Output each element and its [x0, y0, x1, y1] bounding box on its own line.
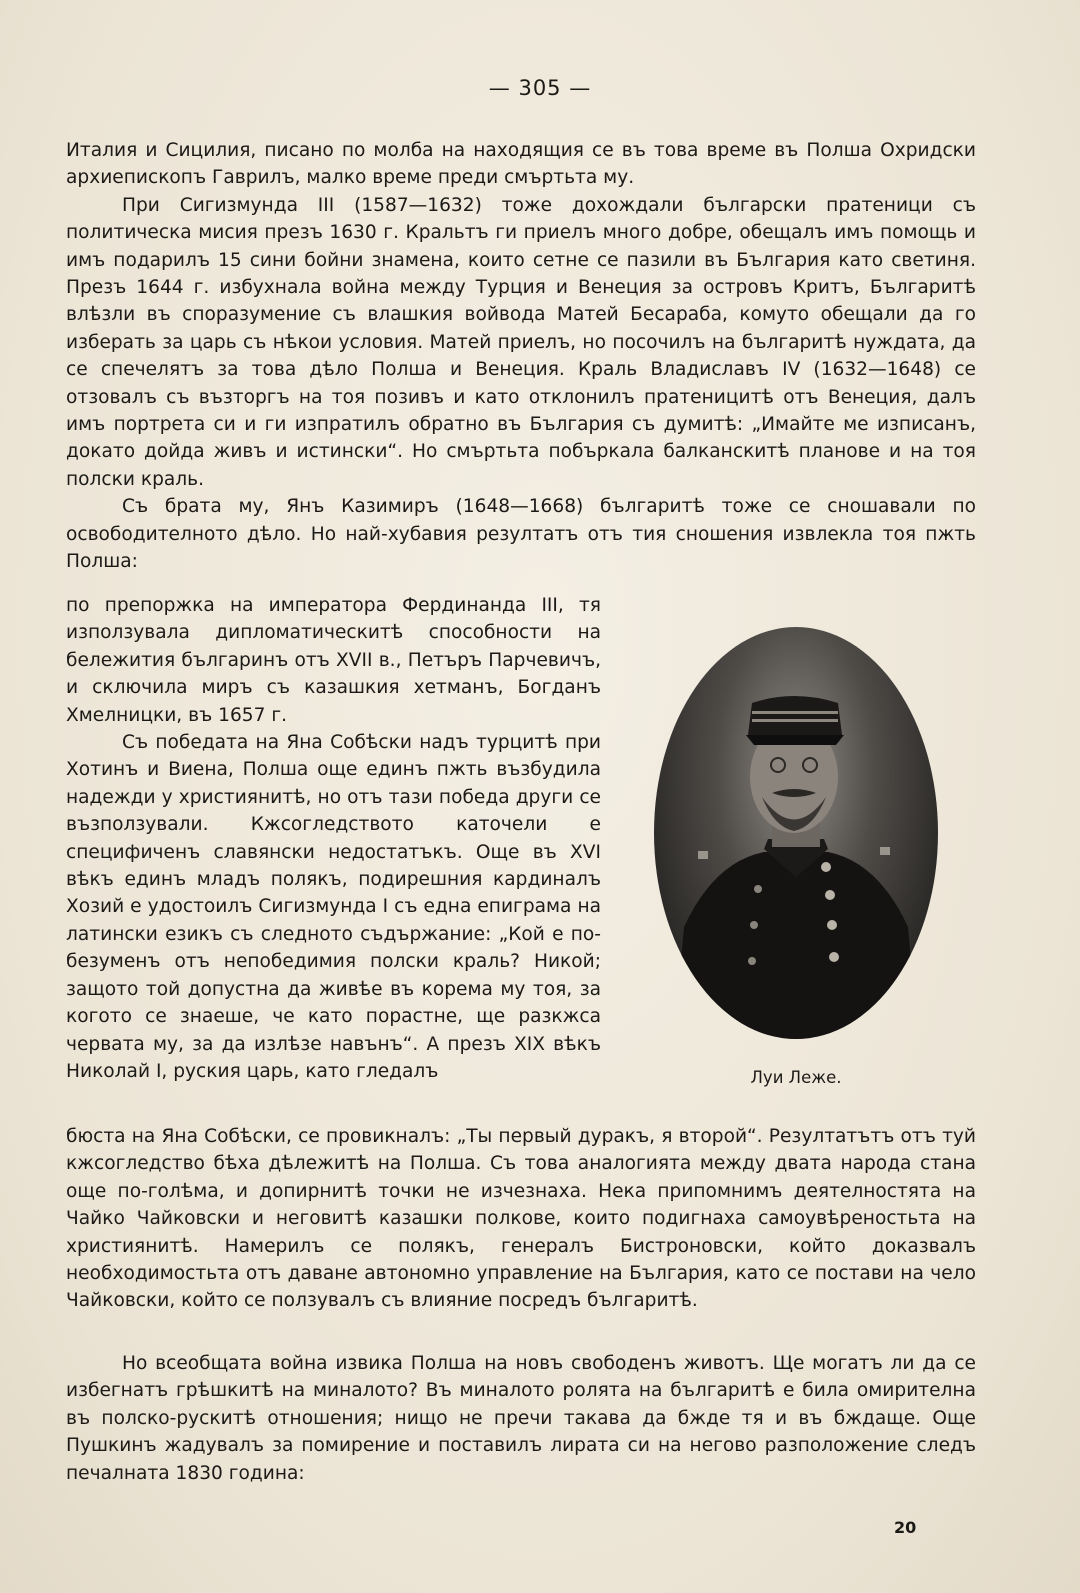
- portrait-illustration: [654, 627, 938, 1039]
- page-number: — 305 —: [488, 76, 592, 100]
- paragraph: бюста на Яна Собѣски, се провикналъ: „Ты первый дуракъ, я второй“. Резултатътъ отъ туй кжсогледство бѣха дѣлежитѣ на Полша. Съ това аналогията между двата народа стана още по-голѣма, и допирнитѣ точки не изчезнаха. Нека припомнимъ деятелностята на Чайко Чайковски и неговитѣ казашки полкове, които подигнаха самоувѣреностьта на християнитѣ. Намерилъ се полякъ, генералъ Бистроновски, който доказвалъ необходимостьта отъ даване автономно управление на България, като се постави на чело Чайковски, който се ползувалъ съ влияние посредъ българитѣ.: [66, 1126, 976, 1312]
- paragraph: Съ брата му, Янъ Казимиръ (1648—1668) българитѣ тоже се сношавали по освободителното дѣло. Но най-хубавия резултатъ отъ тия сношения извлекла тоя пжть Полша:: [66, 496, 976, 573]
- paragraph: Италия и Сицилия, писано по молба на находящия се въ това време въ Полша Охридски архиепископъ Гаврилъ, малко време преди смъртьта му.: [66, 140, 976, 189]
- paragraph: При Сигизмунда III (1587—1632) тоже дохождали български пратеници съ политическа мисия презъ 1630 г. Кральтъ ги приелъ много добре, обещалъ имъ помощь и имъ подарилъ 15 сини бойни знамена, които сетне се пазили въ България като светиня. Презъ 1644 г. избухнала война между Турция и Венеция за островъ Критъ, Българитѣ влѣзли въ споразумение съ влашкия войвода Матей Бесараба, комуто обещали да го изберать за царь съ нѣкои условия. Матей приелъ, но посочилъ на българитѣ нуждата, да се спечелятъ за това дѣло Полша и Венеция. Краль Владиславъ IV (1632—1648) се отзовалъ съ възторгъ на тоя позивъ и като отклонилъ пратеницитѣ отъ Венеция, далъ имъ портрета си и ги изпратилъ обратно въ България съ думитѣ: „Имайте ме изписанъ, докато дойда живъ и истински“. Но смъртьта побъркала балканскитѣ планове и на тоя полски краль.: [66, 194, 976, 490]
- wrapped-text-block: [66, 592, 601, 1085]
- paragraph: Съ победата на Яна Собѣски надъ турцитѣ при Хотинъ и Виена, Полша още единъ пжть възбудила надежди у християнитѣ, но отъ тази победа други се възползували. Кжсогледството каточели е специфиченъ славянски недостатъкъ. Още въ XVI вѣкъ единъ младъ полякъ, подирешния кардиналъ Хозий е удостоилъ Сигизмунда I съ една епиграма на латински езикъ съ следното съдържание: „Кой е по-безуменъ отъ непобедимия полски краль? Никой; защото той допустна да живѣе въ корема му тоя, за когото се знаеше, че като порастне, ще разкжса червата му, за да излѣзе навънъ“. А презъ XIX вѣкъ Николай I, руския царь, като гледалъ: [66, 732, 601, 1082]
- signature-number: 20: [894, 1518, 917, 1537]
- paragraph: по препоржка на императора Фердинанда III, тя използувала дипломатическитѣ способности на бележития българинъ отъ XVII в., Петъръ Парчевичъ, и сключила миръ съ казашкия хетманъ, Богданъ Хмелницки, въ 1657 г.: [66, 595, 601, 726]
- paragraph: Но всеобщата война извика Полша на новъ свободенъ животъ. Ще могатъ ли да се избегнатъ грѣшкитѣ на миналото? Въ миналото ролята на българитѣ е била омирителна въ полско-рускитѣ отношения; нищо не пречи такава да бжде тя и въ бждаще. Още Пушкинъ жадувалъ за помирение и поставилъ лирата си на негово разположение следъ печалната 1830 година:: [66, 1353, 976, 1484]
- portrait-photo: [654, 627, 938, 1039]
- top-text-block: [66, 137, 976, 576]
- bottom-text-block: [66, 1123, 976, 1315]
- portrait-caption: Луи Леже.: [750, 1068, 842, 1087]
- final-text-block: [66, 1350, 976, 1487]
